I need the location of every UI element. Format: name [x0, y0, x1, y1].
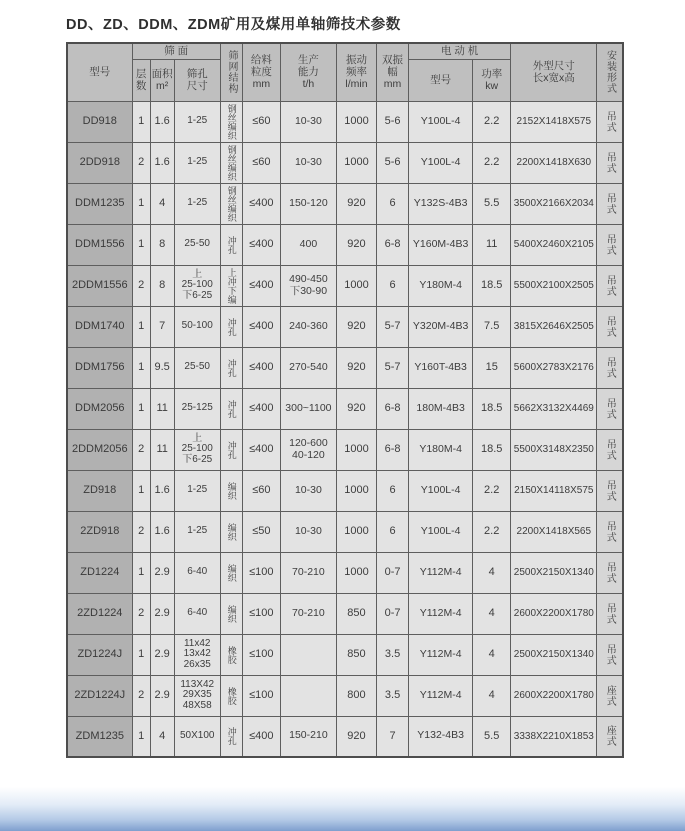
cell-mesh-structure: 编织 — [220, 470, 242, 511]
table-row — [67, 101, 623, 142]
cell-motor-model: Y132-4B3 — [409, 716, 473, 757]
cell-capacity — [280, 675, 336, 716]
cell-feed-size: ≤400 — [242, 716, 280, 757]
cell-installation: 吊式 — [597, 101, 623, 142]
cell-feed-size: ≤400 — [242, 429, 280, 470]
cell-model: 2ZD918 — [67, 511, 132, 552]
cell-layers: 2 — [132, 511, 150, 552]
cell-power: 15 — [473, 347, 511, 388]
cell-power: 5.5 — [473, 716, 511, 757]
cell-feed-size: ≤100 — [242, 593, 280, 634]
cell-feed-size: ≤400 — [242, 224, 280, 265]
col-header-layers: 层 数 — [132, 59, 150, 101]
cell-mesh-structure: 编织 — [220, 552, 242, 593]
cell-area: 8 — [150, 224, 174, 265]
cell-capacity: 10-30 — [280, 511, 336, 552]
cell-capacity: 240-360 — [280, 306, 336, 347]
table-row — [67, 265, 623, 306]
cell-area: 11 — [150, 429, 174, 470]
cell-mesh-size: 1-25 — [174, 183, 220, 224]
cell-mesh-size: 1-25 — [174, 511, 220, 552]
cell-installation: 吊式 — [597, 552, 623, 593]
cell-area: 9.5 — [150, 347, 174, 388]
cell-capacity: 490-450 下30-90 — [280, 265, 336, 306]
cell-mesh-size: 25-125 — [174, 388, 220, 429]
cell-power: 18.5 — [473, 265, 511, 306]
cell-amplitude: 6-8 — [377, 224, 409, 265]
cell-motor-model: Y100L-4 — [409, 142, 473, 183]
cell-power: 18.5 — [473, 429, 511, 470]
cell-mesh-size: 113X42 29X35 48X58 — [174, 675, 220, 716]
col-header-dimensions: 外型尺寸 长x宽x高 — [511, 43, 597, 101]
cell-model: ZDM1235 — [67, 716, 132, 757]
cell-installation: 座式 — [597, 716, 623, 757]
cell-model: DDM1756 — [67, 347, 132, 388]
col-header-mesh-structure: 筛网结构 — [220, 43, 242, 101]
cell-frequency: 1000 — [336, 142, 376, 183]
cell-feed-size: ≤100 — [242, 552, 280, 593]
cell-area: 1.6 — [150, 142, 174, 183]
cell-installation: 吊式 — [597, 593, 623, 634]
cell-mesh-size: 25-50 — [174, 347, 220, 388]
cell-power: 4 — [473, 552, 511, 593]
cell-area: 2.9 — [150, 675, 174, 716]
cell-amplitude: 5-6 — [377, 101, 409, 142]
table-body — [67, 101, 623, 757]
cell-motor-model: Y320M-4B3 — [409, 306, 473, 347]
cell-capacity: 70-210 — [280, 593, 336, 634]
cell-motor-model: Y180M-4 — [409, 429, 473, 470]
cell-motor-model: Y100L-4 — [409, 470, 473, 511]
cell-frequency: 1000 — [336, 265, 376, 306]
cell-frequency: 920 — [336, 347, 376, 388]
cell-model: ZD1224 — [67, 552, 132, 593]
col-header-power: 功率 kw — [473, 59, 511, 101]
table-row — [67, 675, 623, 716]
cell-layers: 2 — [132, 593, 150, 634]
cell-layers: 1 — [132, 552, 150, 593]
cell-dimensions: 3815X2646X2505 — [511, 306, 597, 347]
cell-dimensions: 2152X1418X575 — [511, 101, 597, 142]
cell-frequency: 850 — [336, 593, 376, 634]
col-header-feed-size: 给料 粒度 mm — [242, 43, 280, 101]
cell-model: 2DD918 — [67, 142, 132, 183]
cell-mesh-size: 25-50 — [174, 224, 220, 265]
cell-power: 2.2 — [473, 511, 511, 552]
cell-dimensions: 5500X3148X2350 — [511, 429, 597, 470]
cell-amplitude: 5-6 — [377, 142, 409, 183]
cell-layers: 1 — [132, 183, 150, 224]
cell-feed-size: ≤100 — [242, 634, 280, 675]
cell-frequency: 920 — [336, 716, 376, 757]
cell-motor-model: Y112M-4 — [409, 675, 473, 716]
cell-area: 11 — [150, 388, 174, 429]
table-row — [67, 470, 623, 511]
cell-dimensions: 2200X1418X630 — [511, 142, 597, 183]
cell-power: 4 — [473, 593, 511, 634]
table-row — [67, 306, 623, 347]
cell-capacity: 400 — [280, 224, 336, 265]
cell-motor-model: Y112M-4 — [409, 634, 473, 675]
cell-amplitude: 3.5 — [377, 675, 409, 716]
cell-capacity: 10-30 — [280, 470, 336, 511]
cell-capacity: 120-600 40-120 — [280, 429, 336, 470]
cell-amplitude: 6 — [377, 183, 409, 224]
cell-power: 2.2 — [473, 142, 511, 183]
cell-installation: 吊式 — [597, 183, 623, 224]
cell-motor-model: Y180M-4 — [409, 265, 473, 306]
cell-installation: 座式 — [597, 675, 623, 716]
cell-frequency: 920 — [336, 306, 376, 347]
table-row — [67, 347, 623, 388]
cell-amplitude: 6 — [377, 265, 409, 306]
cell-installation: 吊式 — [597, 511, 623, 552]
cell-model: DDM1740 — [67, 306, 132, 347]
cell-mesh-size: 6-40 — [174, 552, 220, 593]
cell-model: 2DDM2056 — [67, 429, 132, 470]
cell-dimensions: 5600X2783X2176 — [511, 347, 597, 388]
cell-installation: 吊式 — [597, 429, 623, 470]
table-row — [67, 142, 623, 183]
cell-layers: 1 — [132, 101, 150, 142]
cell-layers: 2 — [132, 429, 150, 470]
cell-feed-size: ≤400 — [242, 388, 280, 429]
cell-frequency: 920 — [336, 224, 376, 265]
cell-mesh-structure: 钢丝编织 — [220, 101, 242, 142]
footer-gradient — [0, 787, 685, 831]
cell-area: 1.6 — [150, 101, 174, 142]
cell-mesh-size: 1-25 — [174, 470, 220, 511]
cell-dimensions: 5500X2100X2505 — [511, 265, 597, 306]
cell-layers: 1 — [132, 634, 150, 675]
cell-feed-size: ≤60 — [242, 101, 280, 142]
cell-area: 4 — [150, 716, 174, 757]
col-group-screen-surface: 筛 面 — [132, 43, 220, 59]
cell-mesh-structure: 冲孔 — [220, 716, 242, 757]
cell-dimensions: 3500X2166X2034 — [511, 183, 597, 224]
cell-power: 2.2 — [473, 101, 511, 142]
cell-feed-size: ≤60 — [242, 470, 280, 511]
cell-model: 2DDM1556 — [67, 265, 132, 306]
cell-amplitude: 3.5 — [377, 634, 409, 675]
cell-feed-size: ≤400 — [242, 265, 280, 306]
cell-amplitude: 7 — [377, 716, 409, 757]
col-group-motor: 电 动 机 — [409, 43, 511, 59]
cell-mesh-size: 50-100 — [174, 306, 220, 347]
cell-area: 2.9 — [150, 634, 174, 675]
cell-motor-model: Y132S-4B3 — [409, 183, 473, 224]
cell-model: 2ZD1224 — [67, 593, 132, 634]
col-header-frequency: 振动 频率 l/min — [336, 43, 376, 101]
cell-mesh-size: 50X100 — [174, 716, 220, 757]
cell-power: 4 — [473, 675, 511, 716]
col-header-area: 面积 m² — [150, 59, 174, 101]
table-row — [67, 511, 623, 552]
cell-model: 2ZD1224J — [67, 675, 132, 716]
cell-mesh-size: 6-40 — [174, 593, 220, 634]
cell-frequency: 920 — [336, 388, 376, 429]
cell-motor-model: 180M-4B3 — [409, 388, 473, 429]
cell-power: 5.5 — [473, 183, 511, 224]
col-header-mesh-size: 筛孔 尺寸 — [174, 59, 220, 101]
cell-frequency: 920 — [336, 183, 376, 224]
cell-installation: 吊式 — [597, 265, 623, 306]
cell-capacity: 150-120 — [280, 183, 336, 224]
cell-mesh-structure: 编织 — [220, 593, 242, 634]
cell-amplitude: 5-7 — [377, 347, 409, 388]
cell-frequency: 850 — [336, 634, 376, 675]
cell-feed-size: ≤400 — [242, 306, 280, 347]
cell-motor-model: Y100L-4 — [409, 511, 473, 552]
cell-mesh-structure: 橡胶 — [220, 675, 242, 716]
cell-model: DDM2056 — [67, 388, 132, 429]
table-row — [67, 429, 623, 470]
cell-layers: 2 — [132, 142, 150, 183]
cell-mesh-size: 上 25-100 下6-25 — [174, 429, 220, 470]
cell-capacity: 300~1100 — [280, 388, 336, 429]
table-row — [67, 224, 623, 265]
cell-area: 1.6 — [150, 470, 174, 511]
cell-motor-model: Y112M-4 — [409, 552, 473, 593]
cell-dimensions: 2500X2150X1340 — [511, 552, 597, 593]
cell-layers: 1 — [132, 388, 150, 429]
cell-motor-model: Y160M-4B3 — [409, 224, 473, 265]
cell-mesh-structure: 编织 — [220, 511, 242, 552]
cell-power: 18.5 — [473, 388, 511, 429]
col-header-amplitude: 双振 幅 mm — [377, 43, 409, 101]
cell-frequency: 800 — [336, 675, 376, 716]
cell-frequency: 1000 — [336, 429, 376, 470]
cell-mesh-structure: 冲孔 — [220, 388, 242, 429]
cell-area: 1.6 — [150, 511, 174, 552]
cell-feed-size: ≤400 — [242, 347, 280, 388]
table-row — [67, 183, 623, 224]
cell-dimensions: 2600X2200X1780 — [511, 593, 597, 634]
cell-capacity: 10-30 — [280, 142, 336, 183]
cell-frequency: 1000 — [336, 511, 376, 552]
cell-power: 2.2 — [473, 470, 511, 511]
cell-mesh-structure: 冲孔 — [220, 429, 242, 470]
cell-model: DD918 — [67, 101, 132, 142]
cell-model: ZD918 — [67, 470, 132, 511]
cell-installation: 吊式 — [597, 306, 623, 347]
cell-amplitude: 6 — [377, 470, 409, 511]
table-row — [67, 593, 623, 634]
cell-capacity: 270-540 — [280, 347, 336, 388]
table-header — [67, 43, 623, 101]
cell-mesh-structure: 冲孔 — [220, 306, 242, 347]
cell-feed-size: ≤400 — [242, 183, 280, 224]
cell-power: 4 — [473, 634, 511, 675]
cell-layers: 1 — [132, 470, 150, 511]
col-header-capacity: 生产 能力 t/h — [280, 43, 336, 101]
cell-mesh-structure: 钢丝编织 — [220, 183, 242, 224]
cell-dimensions: 2150X14118X575 — [511, 470, 597, 511]
cell-layers: 1 — [132, 306, 150, 347]
cell-frequency: 1000 — [336, 470, 376, 511]
cell-model: DDM1235 — [67, 183, 132, 224]
cell-layers: 1 — [132, 347, 150, 388]
cell-mesh-structure: 橡胶 — [220, 634, 242, 675]
cell-mesh-size: 11x42 13x42 26x35 — [174, 634, 220, 675]
cell-installation: 吊式 — [597, 347, 623, 388]
cell-frequency: 1000 — [336, 552, 376, 593]
col-header-installation: 安装形式 — [597, 43, 623, 101]
cell-installation: 吊式 — [597, 634, 623, 675]
cell-model: ZD1224J — [67, 634, 132, 675]
cell-dimensions: 3338X2210X1853 — [511, 716, 597, 757]
cell-amplitude: 0-7 — [377, 552, 409, 593]
cell-dimensions: 2200X1418X565 — [511, 511, 597, 552]
cell-installation: 吊式 — [597, 224, 623, 265]
cell-capacity — [280, 634, 336, 675]
cell-amplitude: 0-7 — [377, 593, 409, 634]
cell-mesh-structure: 钢丝编织 — [220, 142, 242, 183]
cell-motor-model: Y100L-4 — [409, 101, 473, 142]
cell-feed-size: ≤100 — [242, 675, 280, 716]
cell-mesh-size: 上 25-100 下6-25 — [174, 265, 220, 306]
cell-layers: 2 — [132, 675, 150, 716]
cell-motor-model: Y160T-4B3 — [409, 347, 473, 388]
cell-amplitude: 5-7 — [377, 306, 409, 347]
cell-dimensions: 5662X3132X4469 — [511, 388, 597, 429]
cell-capacity: 70-210 — [280, 552, 336, 593]
table-row — [67, 388, 623, 429]
col-header-motor-model: 型号 — [409, 59, 473, 101]
cell-layers: 1 — [132, 224, 150, 265]
cell-installation: 吊式 — [597, 470, 623, 511]
cell-dimensions: 2600X2200X1780 — [511, 675, 597, 716]
cell-installation: 吊式 — [597, 142, 623, 183]
cell-capacity: 10-30 — [280, 101, 336, 142]
cell-dimensions: 5400X2460X2105 — [511, 224, 597, 265]
cell-mesh-size: 1-25 — [174, 101, 220, 142]
cell-mesh-structure: 冲孔 — [220, 224, 242, 265]
cell-power: 7.5 — [473, 306, 511, 347]
cell-amplitude: 6-8 — [377, 429, 409, 470]
cell-area: 8 — [150, 265, 174, 306]
cell-installation: 吊式 — [597, 388, 623, 429]
cell-mesh-structure: 冲孔 — [220, 347, 242, 388]
cell-model: DDM1556 — [67, 224, 132, 265]
cell-layers: 1 — [132, 716, 150, 757]
cell-area: 2.9 — [150, 552, 174, 593]
cell-amplitude: 6-8 — [377, 388, 409, 429]
cell-area: 7 — [150, 306, 174, 347]
cell-capacity: 150-210 — [280, 716, 336, 757]
cell-feed-size: ≤60 — [242, 142, 280, 183]
cell-area: 4 — [150, 183, 174, 224]
cell-area: 2.9 — [150, 593, 174, 634]
page-title: DD、ZD、DDM、ZDM矿用及煤用单轴筛技术参数 — [66, 17, 401, 33]
cell-feed-size: ≤50 — [242, 511, 280, 552]
table-row — [67, 716, 623, 757]
cell-amplitude: 6 — [377, 511, 409, 552]
header-group-row — [67, 43, 623, 59]
cell-power: 11 — [473, 224, 511, 265]
col-header-model: 型号 — [67, 43, 132, 101]
table-row — [67, 634, 623, 675]
cell-frequency: 1000 — [336, 101, 376, 142]
cell-mesh-structure: 上冲下编 — [220, 265, 242, 306]
cell-layers: 2 — [132, 265, 150, 306]
cell-motor-model: Y112M-4 — [409, 593, 473, 634]
spec-table — [66, 42, 624, 758]
cell-dimensions: 2500X2150X1340 — [511, 634, 597, 675]
cell-mesh-size: 1-25 — [174, 142, 220, 183]
table-row — [67, 552, 623, 593]
